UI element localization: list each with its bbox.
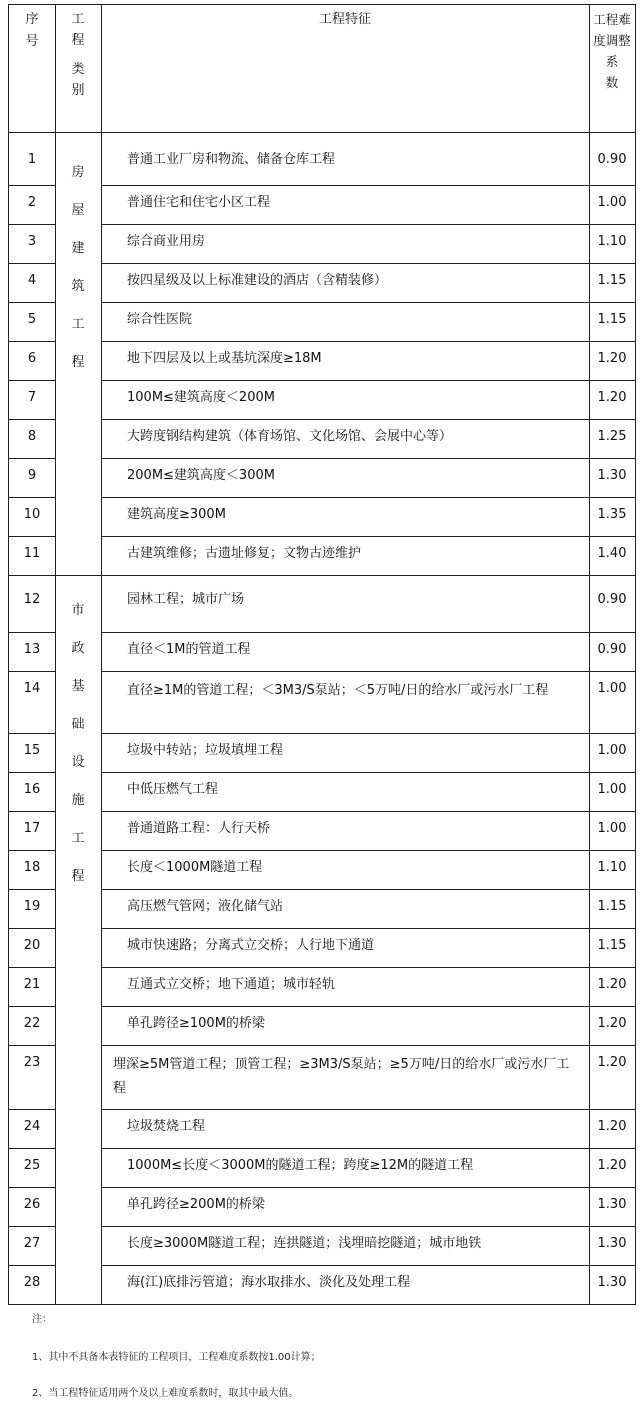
row-feature: 垃圾中转站；垃圾填埋工程: [127, 743, 284, 758]
category-char: 设: [71, 755, 85, 770]
notes-title: 注：: [32, 1314, 52, 1325]
row-divider: [101, 341, 635, 342]
category-char: 政: [71, 641, 85, 656]
row-feature: 地下四层及以上或基坑深度≥18M: [127, 351, 322, 366]
category-char: 施: [71, 793, 85, 808]
row-number: 5: [27, 312, 37, 327]
row-number: 27: [23, 1236, 41, 1251]
row-divider: [9, 811, 55, 812]
row-divider: [101, 458, 635, 459]
row-number: 4: [27, 273, 37, 288]
row-coefficient: 1.15: [597, 312, 627, 327]
row-divider: [9, 185, 55, 186]
row-coefficient: 1.00: [597, 195, 627, 210]
row-coefficient: 1.15: [597, 899, 627, 914]
row-divider: [9, 497, 55, 498]
row-divider: [9, 263, 55, 264]
category-char: 工: [71, 317, 85, 332]
row-coefficient: 1.00: [597, 681, 627, 696]
row-divider: [101, 1006, 635, 1007]
row-feature: 200M≤建筑高度＜300M: [127, 468, 275, 483]
row-feature: 长度≥3000M隧道工程；连拱隧道；浅埋暗挖隧道；城市地铁: [127, 1236, 482, 1251]
row-number: 18: [23, 860, 41, 875]
row-divider: [9, 1187, 55, 1188]
row-feature: 直径≥1M的管道工程；＜3M3/S泵站；＜5万吨/日的给水厂或污水厂工程: [127, 683, 549, 698]
row-feature: 海(江)底排污管道；海水取排水、淡化及处理工程: [127, 1275, 411, 1290]
row-divider: [9, 671, 55, 672]
row-number: 7: [27, 390, 37, 405]
category-char: 屋: [71, 203, 85, 218]
row-divider: [9, 850, 55, 851]
row-divider: [9, 1006, 55, 1007]
header-category: 工 程 类 别: [71, 12, 85, 98]
category-char: 工: [71, 831, 85, 846]
row-divider: [9, 536, 55, 537]
row-divider: [101, 772, 635, 773]
row-coefficient: 1.30: [597, 1197, 627, 1212]
row-divider: [9, 772, 55, 773]
row-number: 1: [27, 152, 37, 167]
row-coefficient: 0.90: [597, 592, 627, 607]
row-divider: [101, 632, 635, 633]
row-feature: 普通住宅和住宅小区工程: [127, 195, 271, 210]
row-divider: [9, 1265, 55, 1266]
row-coefficient: 1.20: [597, 1055, 627, 1070]
row-coefficient: 1.00: [597, 782, 627, 797]
row-divider: [101, 536, 635, 537]
row-divider: [101, 811, 635, 812]
row-feature: 互通式立交桥；地下通道；城市轻轨: [127, 977, 336, 992]
category-char: 程: [71, 869, 85, 884]
category-char: 程: [71, 355, 85, 370]
row-divider: [101, 185, 635, 186]
row-coefficient: 1.20: [597, 390, 627, 405]
row-coefficient: 1.40: [597, 546, 627, 561]
row-number: 16: [23, 782, 41, 797]
row-number: 9: [27, 468, 37, 483]
row-number: 19: [23, 899, 41, 914]
row-feature: 城市快速路；分离式立交桥；人行地下通道: [127, 938, 375, 953]
row-feature: 综合性医院: [127, 312, 193, 327]
row-divider: [101, 419, 635, 420]
row-coefficient: 1.00: [597, 821, 627, 836]
row-divider: [101, 889, 635, 890]
difficulty-table: [8, 4, 636, 1305]
row-number: 26: [23, 1197, 41, 1212]
row-divider: [101, 1045, 635, 1046]
row-divider: [9, 458, 55, 459]
row-divider: [9, 575, 635, 576]
row-number: 22: [23, 1016, 41, 1031]
category-char: 筑: [71, 279, 85, 294]
row-divider: [9, 733, 55, 734]
row-feature: 1000M≤长度＜3000M的隧道工程；跨度≥12M的隧道工程: [127, 1158, 474, 1173]
row-number: 12: [23, 592, 41, 607]
row-feature: 古建筑维修；古遗址修复；文物古迹维护: [127, 546, 362, 561]
header-feature: 工程特征: [318, 12, 371, 27]
row-divider: [9, 889, 55, 890]
row-coefficient: 0.90: [597, 642, 627, 657]
row-coefficient: 1.00: [597, 743, 627, 758]
row-feature: 普通工业厂房和物流、储备仓库工程: [127, 152, 336, 167]
row-feature: 园林工程；城市广场: [127, 592, 245, 607]
row-number: 25: [23, 1158, 41, 1173]
row-divider: [101, 302, 635, 303]
row-feature: 高压燃气管网；液化储气站: [127, 899, 284, 914]
row-coefficient: 1.20: [597, 1119, 627, 1134]
row-feature: 建筑高度≥300M: [127, 507, 226, 522]
category-char: 基: [71, 679, 85, 694]
row-number: 14: [23, 681, 41, 696]
row-coefficient: 1.25: [597, 429, 627, 444]
row-feature: 埋深≥5M管道工程；顶管工程；≥3M3/S泵站；≥5万吨/日的给水厂或污水厂工程: [113, 1057, 570, 1096]
row-divider: [101, 967, 635, 968]
row-feature: 综合商业用房: [127, 234, 206, 249]
row-divider: [9, 1045, 55, 1046]
row-divider: [9, 419, 55, 420]
row-divider: [101, 1109, 635, 1110]
row-divider: [101, 850, 635, 851]
row-feature: 直径＜1M的管道工程: [127, 642, 251, 657]
row-coefficient: 1.15: [597, 273, 627, 288]
row-feature: 单孔跨径≥200M的桥梁: [127, 1197, 265, 1212]
row-coefficient: 0.90: [597, 152, 627, 167]
row-coefficient: 1.15: [597, 938, 627, 953]
row-number: 23: [23, 1055, 41, 1070]
row-divider: [101, 733, 635, 734]
row-divider: [101, 380, 635, 381]
row-divider: [9, 928, 55, 929]
row-divider: [9, 967, 55, 968]
row-number: 2: [27, 195, 37, 210]
row-divider: [9, 1148, 55, 1149]
row-number: 28: [23, 1275, 41, 1290]
row-feature: 垃圾焚烧工程: [127, 1119, 206, 1134]
row-number: 24: [23, 1119, 41, 1134]
row-feature: 按四星级及以上标准建设的酒店（含精装修）: [127, 273, 388, 288]
row-divider: [101, 263, 635, 264]
row-divider: [101, 224, 635, 225]
row-divider: [101, 1265, 635, 1266]
row-number: 13: [23, 642, 41, 657]
note-item: 1、其中不具备本表特征的工程项目，工程难度系数按1.00计算；: [32, 1352, 321, 1363]
category-char: 房: [71, 165, 85, 180]
row-number: 20: [23, 938, 41, 953]
header-coef: 工程难 度调整系 数: [593, 12, 631, 90]
row-coefficient: 1.30: [597, 468, 627, 483]
row-coefficient: 1.20: [597, 351, 627, 366]
row-feature: 普通道路工程：人行天桥: [127, 821, 271, 836]
row-divider: [9, 632, 55, 633]
row-number: 17: [23, 821, 41, 836]
row-coefficient: 1.10: [597, 860, 627, 875]
category-char: 础: [71, 717, 85, 732]
row-coefficient: 1.20: [597, 1016, 627, 1031]
row-coefficient: 1.35: [597, 507, 627, 522]
row-number: 10: [23, 507, 41, 522]
row-divider: [9, 132, 635, 133]
row-feature: 大跨度钢结构建筑（体育场馆、文化场馆、会展中心等）: [127, 429, 453, 444]
row-divider: [9, 380, 55, 381]
row-divider: [101, 671, 635, 672]
row-coefficient: 1.20: [597, 1158, 627, 1173]
row-divider: [101, 1226, 635, 1227]
category-char: 市: [71, 603, 85, 618]
row-coefficient: 1.30: [597, 1236, 627, 1251]
row-number: 6: [27, 351, 37, 366]
row-number: 21: [23, 977, 41, 992]
category-char: 建: [71, 241, 85, 256]
note-item: 2、当工程特征适用两个及以上难度系数时，取其中最大值。: [32, 1388, 299, 1399]
row-feature: 长度＜1000M隧道工程: [127, 860, 263, 875]
row-divider: [9, 1226, 55, 1227]
row-divider: [9, 1109, 55, 1110]
row-feature: 100M≤建筑高度＜200M: [127, 390, 275, 405]
row-number: 15: [23, 743, 41, 758]
row-number: 11: [23, 546, 41, 561]
row-number: 3: [27, 234, 37, 249]
row-divider: [9, 224, 55, 225]
row-divider: [9, 341, 55, 342]
row-divider: [101, 1187, 635, 1188]
row-divider: [101, 1148, 635, 1149]
row-divider: [101, 928, 635, 929]
row-coefficient: 1.20: [597, 977, 627, 992]
header-no: 序 号: [25, 12, 39, 49]
row-coefficient: 1.30: [597, 1275, 627, 1290]
row-feature: 中低压燃气工程: [127, 782, 219, 797]
row-number: 8: [27, 429, 37, 444]
row-feature: 单孔跨径≥100M的桥梁: [127, 1016, 265, 1031]
row-divider: [9, 302, 55, 303]
row-coefficient: 1.10: [597, 234, 627, 249]
row-divider: [101, 497, 635, 498]
